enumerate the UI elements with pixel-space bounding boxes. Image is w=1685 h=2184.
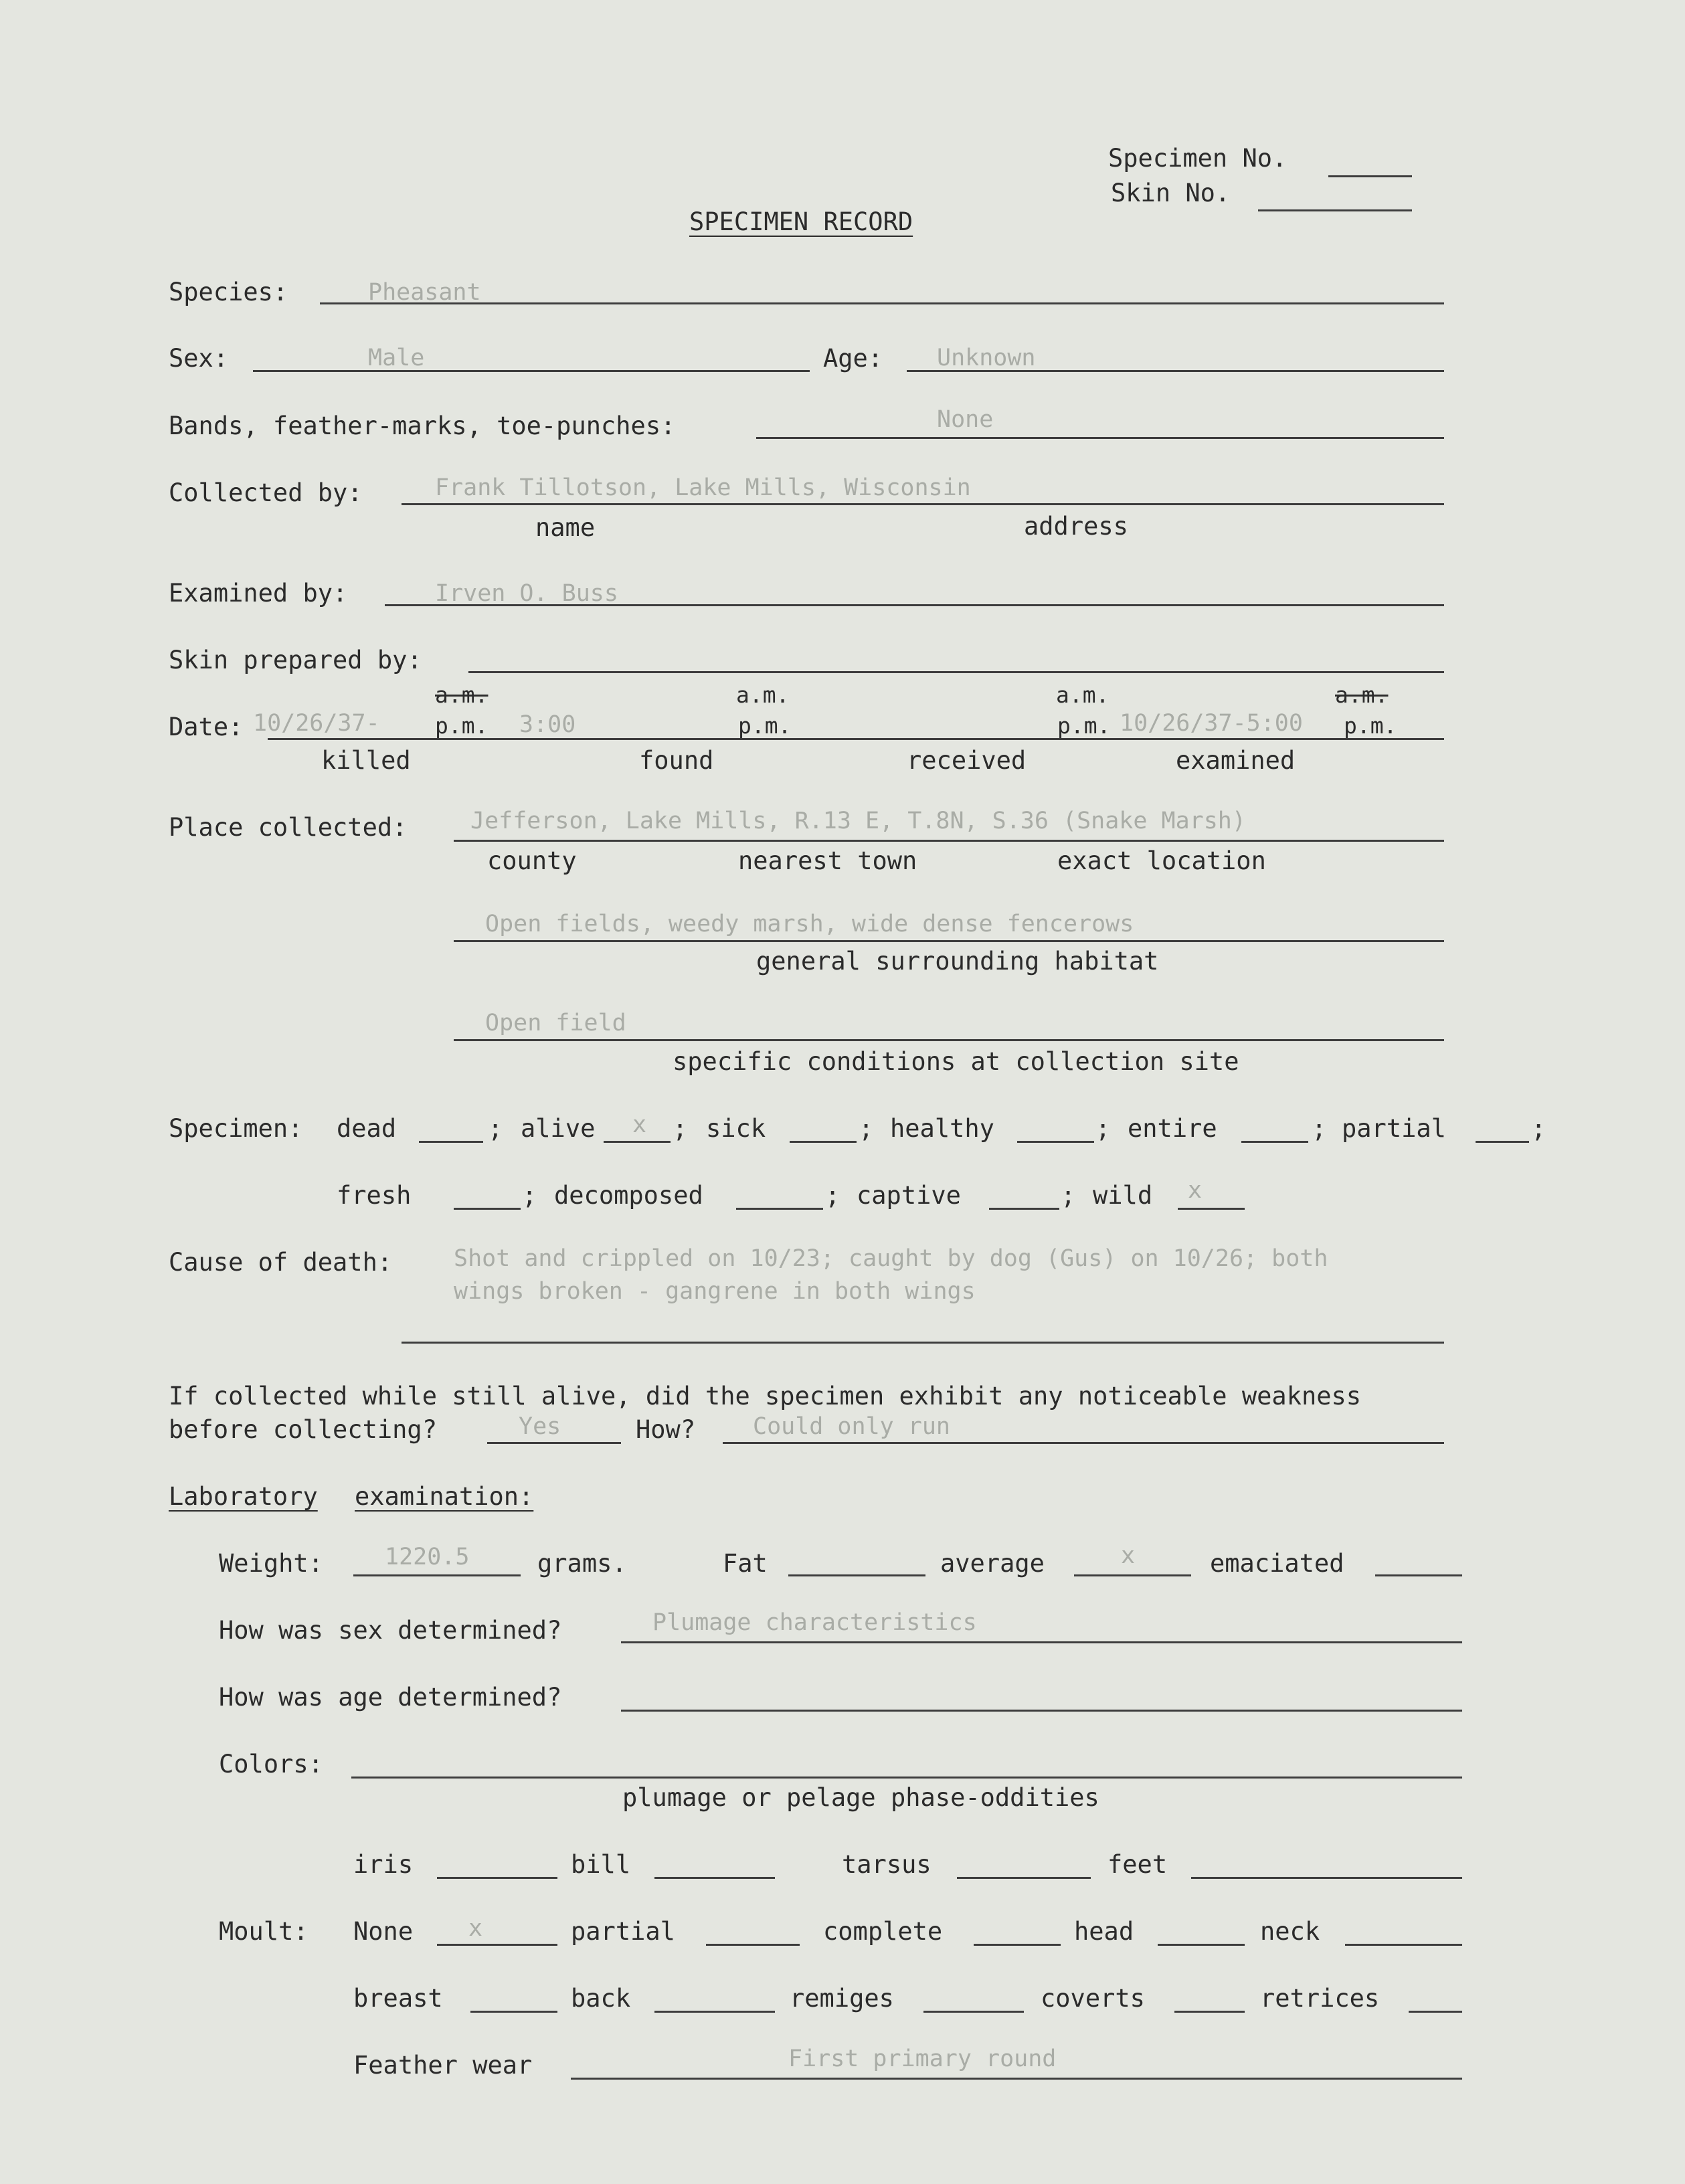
- cause-of-death-label: Cause of death:: [169, 1248, 393, 1277]
- site-conditions-caption: specific conditions at collection site: [673, 1047, 1239, 1076]
- specimen-entire-line: [1241, 1141, 1308, 1143]
- moult-head-line: [1158, 1944, 1245, 1946]
- cause-of-death-line2: wings broken - gangrene in both wings: [454, 1278, 976, 1305]
- moult-coverts-label: coverts: [1041, 1984, 1145, 2013]
- date-label: Date:: [169, 713, 244, 741]
- cause-of-death-line1: Shot and crippled on 10/23; caught by dog (Gus) on 10/26; both: [454, 1245, 1328, 1272]
- weight-value: 1220.5: [385, 1544, 470, 1570]
- tarsus-line: [957, 1877, 1091, 1879]
- killed-am-marker: a.m.: [435, 682, 489, 708]
- examined-by-line: [385, 604, 1444, 606]
- collected-by-address-caption: address: [1024, 512, 1128, 541]
- date-killed-caption: killed: [321, 746, 411, 775]
- moult-retrices-line: [1409, 2011, 1462, 2013]
- specimen-decomposed-line: [736, 1208, 823, 1210]
- moult-complete-line: [974, 1944, 1061, 1946]
- weakness-question-line1: If collected while still alive, did the specimen exhibit any noticeable weakness: [169, 1382, 1362, 1410]
- weakness-how-label: How?: [636, 1415, 696, 1444]
- emaciated-label: emaciated: [1210, 1549, 1344, 1578]
- form-title: SPECIMEN RECORD: [689, 207, 913, 236]
- place-collected-line: [454, 840, 1444, 842]
- place-collected-label: Place collected:: [169, 813, 408, 842]
- emaciated-line: [1375, 1574, 1462, 1576]
- bands-line: [756, 437, 1444, 439]
- moult-coverts-line: [1174, 2011, 1245, 2013]
- sex-determined-line: [621, 1641, 1462, 1643]
- moult-retrices-label: retrices: [1260, 1984, 1380, 2013]
- skin-prepared-by-label: Skin prepared by:: [169, 646, 422, 674]
- place-nearest-town-caption: nearest town: [738, 846, 917, 875]
- feet-line: [1191, 1877, 1462, 1879]
- place-county-caption: county: [487, 846, 577, 875]
- specimen-wild-label: wild: [1093, 1181, 1153, 1210]
- fat-label: Fat: [723, 1549, 768, 1578]
- age-label: Age:: [823, 344, 883, 373]
- place-exact-location-caption: exact location: [1057, 846, 1266, 875]
- weakness-answer: Yes: [519, 1413, 561, 1440]
- bill-label: bill: [571, 1850, 631, 1879]
- plumage-caption: plumage or pelage phase-oddities: [622, 1783, 1099, 1812]
- moult-partial-line: [706, 1944, 800, 1946]
- specimen-fresh-line: [454, 1208, 521, 1210]
- place-collected-value: Jefferson, Lake Mills, R.13 E, T.8N, S.36 (Snake Marsh): [470, 808, 1246, 834]
- moult-none-value: x: [468, 1915, 483, 1942]
- species-line: [320, 302, 1444, 304]
- collected-by-line: [402, 503, 1444, 505]
- colors-label: Colors:: [219, 1750, 323, 1779]
- tarsus-label: tarsus: [842, 1850, 932, 1879]
- cause-of-death-line: [402, 1342, 1444, 1344]
- specimen-partial-label: partial: [1342, 1114, 1446, 1143]
- specimen-alive-value: x: [632, 1111, 647, 1138]
- specimen-sick-line: [790, 1141, 857, 1143]
- species-label: Species:: [169, 278, 288, 306]
- moult-remiges-line: [923, 2011, 1024, 2013]
- examined-pm-marker: p.m.: [1344, 713, 1397, 739]
- specimen-no-label: Specimen No.: [1108, 144, 1288, 173]
- average-line: [1074, 1574, 1191, 1576]
- collected-by-name-caption: name: [535, 513, 596, 542]
- sex-determined-label: How was sex determined?: [219, 1616, 562, 1645]
- iris-line: [437, 1877, 557, 1879]
- sex-determined-value: Plumage characteristics: [652, 1609, 977, 1636]
- received-pm-marker: p.m.: [1057, 713, 1111, 739]
- moult-complete-label: complete: [823, 1917, 943, 1946]
- moult-breast-line: [470, 2011, 557, 2013]
- lab-heading-1: Laboratory: [169, 1482, 318, 1511]
- moult-remiges-label: remiges: [790, 1984, 894, 2013]
- collected-by-value: Frank Tillotson, Lake Mills, Wisconsin: [435, 474, 971, 501]
- bill-line: [654, 1877, 775, 1879]
- examined-am-marker: a.m.: [1335, 682, 1389, 708]
- specimen-alive-label: alive: [521, 1114, 596, 1143]
- specimen-wild-value: x: [1188, 1177, 1203, 1204]
- killed-pm-marker: p.m.: [435, 713, 489, 739]
- iris-label: iris: [353, 1850, 414, 1879]
- moult-neck-label: neck: [1260, 1917, 1320, 1946]
- weight-grams-label: grams.: [537, 1549, 627, 1578]
- sex-label: Sex:: [169, 344, 229, 373]
- moult-none-line: [437, 1944, 557, 1946]
- received-am-marker: a.m.: [1056, 682, 1110, 708]
- weakness-how-value: Could only run: [753, 1413, 951, 1440]
- specimen-sick-label: sick: [706, 1114, 766, 1143]
- moult-breast-label: breast: [353, 1984, 443, 2013]
- sex-line: [253, 370, 810, 372]
- species-value: Pheasant: [368, 279, 481, 306]
- moult-back-line: [654, 2011, 775, 2013]
- feet-label: feet: [1107, 1850, 1168, 1879]
- average-label: average: [940, 1549, 1045, 1578]
- moult-head-label: head: [1074, 1917, 1134, 1946]
- specimen-wild-line: [1178, 1208, 1245, 1210]
- skin-prepared-by-line: [468, 671, 1444, 673]
- specimen-captive-line: [989, 1208, 1059, 1210]
- specimen-no-line: [1328, 175, 1412, 177]
- habitat-caption: general surrounding habitat: [756, 947, 1159, 976]
- bands-label: Bands, feather-marks, toe-punches:: [169, 412, 676, 440]
- weakness-question-line2: before collecting?: [169, 1415, 437, 1444]
- date-line: [268, 738, 1444, 740]
- lab-heading-2: examination:: [355, 1482, 534, 1511]
- sex-value: Male: [368, 345, 425, 371]
- date-received-caption: received: [907, 746, 1027, 775]
- weakness-answer-line: [487, 1442, 621, 1444]
- age-line: [907, 370, 1444, 372]
- moult-partial-label: partial: [571, 1917, 675, 1946]
- feather-wear-line: [571, 2078, 1462, 2080]
- examined-by-label: Examined by:: [169, 579, 348, 608]
- moult-back-label: back: [571, 1984, 631, 2013]
- specimen-healthy-line: [1017, 1141, 1094, 1143]
- weight-label: Weight:: [219, 1549, 323, 1578]
- moult-label: Moult:: [219, 1917, 308, 1946]
- bands-value: None: [937, 406, 994, 433]
- moult-none-label: None: [353, 1917, 414, 1946]
- specimen-dead-line: [419, 1141, 483, 1143]
- specimen-label: Specimen:: [169, 1114, 303, 1143]
- found-am-marker: a.m.: [736, 682, 790, 708]
- specimen-captive-label: captive: [857, 1181, 961, 1210]
- moult-neck-line: [1345, 1944, 1462, 1946]
- weight-line: [353, 1574, 521, 1576]
- skin-no-line: [1258, 209, 1412, 211]
- age-value: Unknown: [937, 345, 1036, 371]
- average-value: x: [1121, 1542, 1136, 1569]
- killed-time-value: 3:00: [519, 711, 576, 738]
- specimen-partial-line: [1476, 1141, 1529, 1143]
- age-determined-line: [621, 1710, 1462, 1712]
- date-found-caption: found: [639, 746, 714, 775]
- feather-wear-label: Feather wear: [353, 2051, 533, 2080]
- habitat-line: [454, 940, 1444, 942]
- killed-date-value: 10/26/37-: [253, 710, 380, 737]
- skin-no-label: Skin No.: [1111, 179, 1231, 207]
- feather-wear-value: First primary round: [788, 2045, 1057, 2072]
- specimen-alive-line: [604, 1141, 671, 1143]
- site-conditions-value: Open field: [485, 1010, 626, 1036]
- specimen-dead-label: dead: [337, 1114, 397, 1143]
- specimen-entire-label: entire: [1128, 1114, 1217, 1143]
- fat-line: [788, 1574, 925, 1576]
- habitat-value: Open fields, weedy marsh, wide dense fencerows: [485, 911, 1134, 937]
- colors-line: [351, 1777, 1462, 1779]
- found-pm-marker: p.m.: [738, 713, 792, 739]
- site-conditions-line: [454, 1039, 1444, 1041]
- specimen-decomposed-label: decomposed: [554, 1181, 703, 1210]
- date-examined-caption: examined: [1176, 746, 1296, 775]
- collected-by-label: Collected by:: [169, 478, 363, 507]
- specimen-fresh-label: fresh: [337, 1181, 412, 1210]
- specimen-record-form: Specimen No. Skin No. SPECIMEN RECORD Species: Pheasant Sex: Male Age: Unknown Bands, feather-marks, toe-punches: None Collected by: Frank Tillotson, Lake Mills, Wisconsin name address Examined by: Irven O. Buss Skin prepared by: a.m. a.m. a.m. a.m. Date: 10/26/37- p.m. 3:00 p.m. p.m. 10/26/37-5:00 p.m. killed found received examined Place collected: Jefferson, Lake Mills, R.13 E, T.8N, S.36 (Snake Marsh) county nearest town exact location Open fields, weedy marsh, wide dense fencerows general surrounding habitat Open field specific conditions at collection site Specimen: dead ; alive x ; sick ; healthy ; entire ; partial ; fresh ; decomposed ; captive ; wild x Cause of death: Shot and crippled on 10/23; caught by dog (Gus) on 10/26; both wings broken - gangrene in both wings If collected while still alive, did the specimen exhibit any noticeable weakness before collecting? Yes How? Could only run Laboratory examination: Weight: 1220.5 grams. Fat average x emaciated How was sex determined? Plumage characteristics How was age determined? Colors: plumage or pelage phase-oddities iris bill tarsus feet Moult: None x partial complete head neck breast back remiges coverts retrices Feather wear First primary round: [169, 144, 1546, 2080]
- examined-by-value: Irven O. Buss: [435, 580, 618, 607]
- weakness-how-line: [723, 1442, 1444, 1444]
- specimen-healthy-label: healthy: [890, 1114, 994, 1143]
- examined-date-value: 10/26/37-5:00: [1120, 710, 1303, 737]
- age-determined-label: How was age determined?: [219, 1683, 562, 1712]
